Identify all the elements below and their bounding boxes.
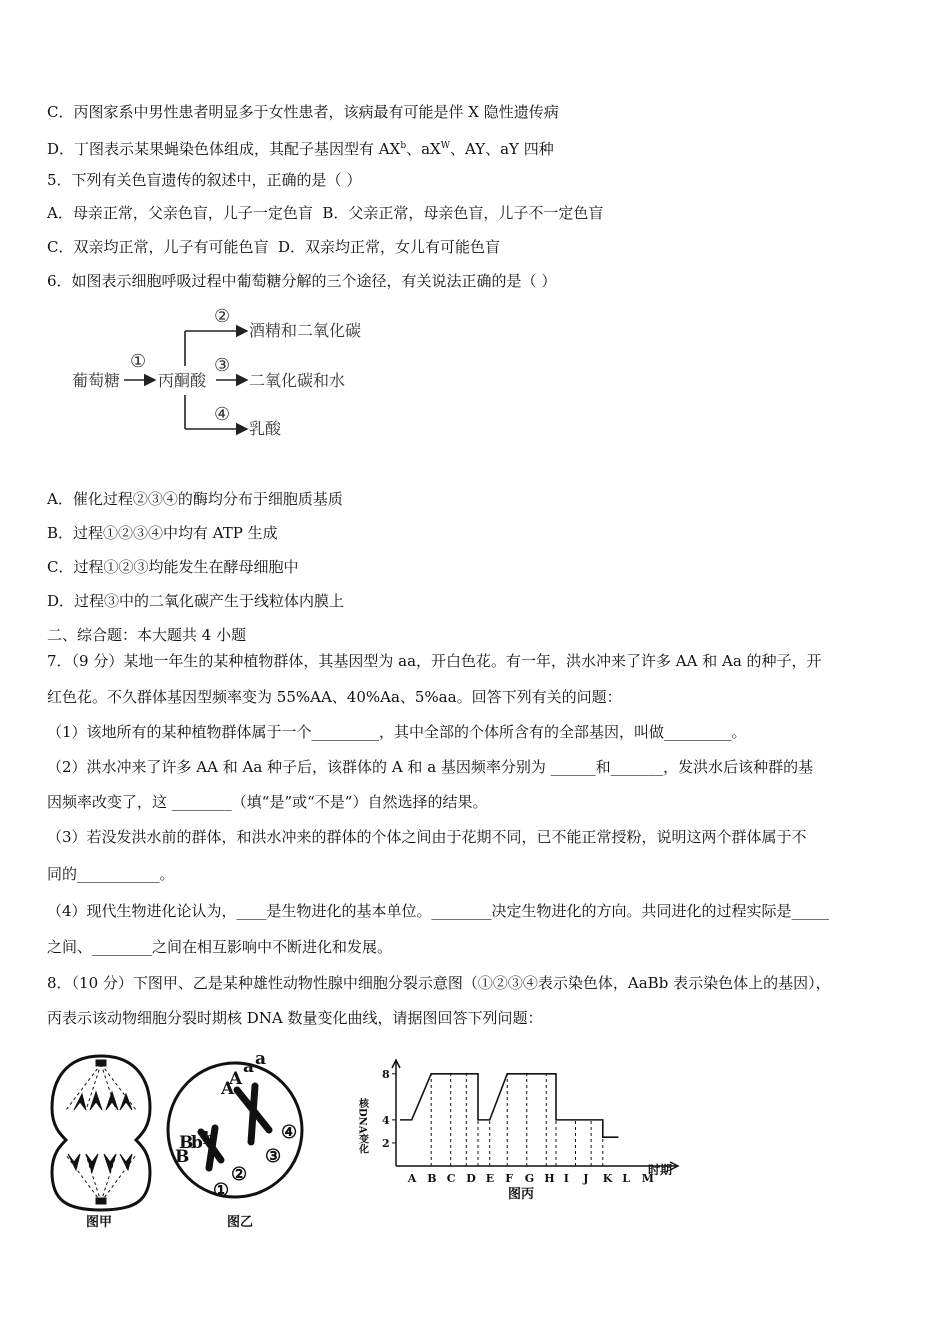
gene-label-B2: B [175, 1147, 190, 1167]
q7-part4b: 之间、________之间在相互影响中不断进化和发展。 [47, 938, 393, 956]
centriole-bottom [96, 1198, 106, 1204]
pyruvate-label: 丙酮酸 [158, 371, 207, 390]
centriole-top [96, 1060, 106, 1066]
gene-label-b1: b [191, 1133, 203, 1153]
q6-stem: 6．如图表示细胞呼吸过程中葡萄糖分解的三个途径，有关说法正确的是（ ） [47, 272, 557, 290]
product4-label: 乳酸 [249, 419, 282, 438]
q7-part1: （1）该地所有的某种植物群体属于一个_________，其中全部的个体所含有的全部基因，叫做_________。 [47, 723, 747, 741]
respiration-pathway-diagram [66, 300, 406, 454]
step4-label: ④ [214, 404, 231, 425]
chart-x-tick-label-D: D [466, 1172, 476, 1185]
gene-label-b2: b [203, 1129, 215, 1149]
chromosome-label-1: ① [213, 1180, 230, 1201]
chromosome-lower-1 [68, 1154, 80, 1170]
q4-option-c: C．丙图家系中男性患者明显多于女性患者，该病最有可能是伴 X 隐性遗传病 [47, 103, 559, 121]
step3-label: ③ [214, 355, 231, 376]
chart-x-tick-label-K: K [602, 1172, 613, 1185]
chromosome-label-2: ② [231, 1164, 248, 1185]
chromosome-yi-2 [251, 1086, 255, 1142]
chart-x-tick-label-H: H [544, 1172, 555, 1185]
product3-label: 二氧化碳和水 [249, 371, 346, 390]
gene-label-B1: B [179, 1133, 194, 1153]
q7-part2b: 因频率改变了，这 ________（填“是”或“不是”）自然选择的结果。 [47, 793, 488, 811]
chart-series-line [400, 1074, 618, 1137]
chart-x-tick-label-M: M [641, 1172, 654, 1185]
q6-option-d: D．过程③中的二氧化碳产生于线粒体内膜上 [47, 592, 345, 610]
q4-option-d-mid: 、aX [406, 140, 441, 158]
figure-yi-caption: 图乙 [227, 1215, 254, 1230]
q4-option-d-sup2: W [440, 141, 450, 151]
chromosome-label-4: ④ [281, 1122, 298, 1143]
q4-option-d-pre: D．丁图表示某果蝇染色体组成，其配子基因型有 AX [47, 140, 401, 158]
q5-stem: 5．下列有关色盲遗传的叙述中，正确的是（ ） [47, 171, 362, 189]
chart-x-tick-label-C: C [446, 1172, 456, 1185]
chart-x-tick-label-B: B [427, 1172, 437, 1185]
q7-part3a: （3）若没发洪水前的群体，和洪水冲来的群体的个体之间由于花期不同，已不能正常授粉，说明这两个群体属于不 [47, 828, 807, 846]
chart-title: 图丙 [508, 1187, 535, 1202]
chart-x-tick-label-E: E [485, 1172, 495, 1185]
q6-option-c: C．过程①②③均能发生在酵母细胞中 [47, 558, 299, 576]
chart-x-tick-label-F: F [505, 1172, 514, 1185]
q8-line1: 8．（10 分）下图甲、乙是某种雄性动物性腺中细胞分裂示意图（①②③④表示染色体，AaBb 表示染色体上的基因）， [47, 974, 831, 992]
chart-y-tick-label-8: 8 [382, 1067, 390, 1081]
chromosome-upper-2 [90, 1092, 102, 1110]
q6-option-a: A．催化过程②③④的酶均分布于细胞质基质 [47, 490, 343, 508]
product2-label: 酒精和二氧化碳 [249, 321, 362, 340]
chart-y-tick-label-2: 2 [382, 1136, 390, 1150]
q8-line2: 丙表示该动物细胞分裂时期核 DNA 数量变化曲线，请据图回答下列问题： [47, 1009, 543, 1027]
chromosome-lower-2 [86, 1154, 98, 1172]
figure-jia-caption: 图甲 [86, 1215, 113, 1230]
chart-x-tick-label-G: G [524, 1172, 535, 1185]
q5-option-a: A．母亲正常，父亲色盲，儿子一定色盲 [47, 204, 313, 222]
gene-label-A2: A [229, 1069, 243, 1089]
q5-option-d: D．双亲均正常，女儿有可能色盲 [278, 238, 501, 256]
step2-label: ② [214, 306, 231, 327]
glucose-label: 葡萄糖 [72, 371, 121, 390]
gene-label-a2: a [255, 1049, 267, 1069]
chromosome-upper-4 [120, 1094, 132, 1110]
q7-part3b: 同的___________。 [47, 865, 175, 883]
q7-part2a: （2）洪水冲来了许多 AA 和 Aa 种子后，该群体的 A 和 a 基因频率分别为 ______和_______，发洪水后该种群的基 [47, 758, 814, 776]
chart-x-label: 时期 [648, 1163, 673, 1177]
section2-heading: 二、综合题：本大题共 4 小题 [47, 626, 247, 644]
figure-bing-chart [358, 1058, 698, 1212]
chromosome-upper-1 [74, 1094, 86, 1110]
q5-options-cd [47, 237, 500, 257]
q7-line2: 红色花。不久群体基因型频率变为 55%AA、40%Aa、5%aa。回答下列有关的问题： [47, 688, 622, 706]
q4-option-d-sup1: b [400, 141, 407, 151]
q4-option-d-post: 、AY、aY 四种 [449, 140, 554, 158]
q6-option-b: B．过程①②③④中均有 ATP 生成 [47, 524, 278, 542]
gene-label-a1: a [243, 1057, 255, 1077]
chart-y-label: 核DNA变化 [356, 1098, 368, 1154]
figure-jia [46, 1050, 156, 1234]
chart-y-tick-label-4: 4 [382, 1113, 390, 1127]
q7-line1: 7．（9 分）某地一年生的某种植物群体，其基因型为 aa，开白色花。有一年，洪水冲来了许多 AA 和 Aa 的种子，开 [47, 652, 822, 670]
chart-x-tick-label-I: I [563, 1172, 569, 1185]
chart-x-tick-label-J: J [583, 1172, 589, 1185]
gene-label-A1: A [221, 1079, 235, 1099]
figure-yi [165, 1050, 315, 1234]
chart-x-tick-label-A: A [407, 1172, 417, 1185]
q5-option-c: C．双亲均正常，儿子有可能色盲 [47, 238, 269, 256]
chart-x-tick-label-L: L [622, 1172, 630, 1185]
chromosome-upper-3 [106, 1092, 118, 1110]
q7-part4a: （4）现代生物进化论认为，____是生物进化的基本单位。________决定生物进化的方向。共同进化的过程实际是_____ [47, 902, 830, 920]
q4-option-d [47, 136, 554, 159]
cell-jia-outline [52, 1056, 150, 1210]
chromosome-lower-3 [104, 1154, 116, 1172]
step1-label: ① [130, 351, 147, 372]
q5-options-ab [47, 203, 603, 223]
chromosome-label-3: ③ [265, 1146, 282, 1167]
q5-option-b: B．父亲正常，母亲色盲，儿子不一定色盲 [322, 204, 604, 222]
